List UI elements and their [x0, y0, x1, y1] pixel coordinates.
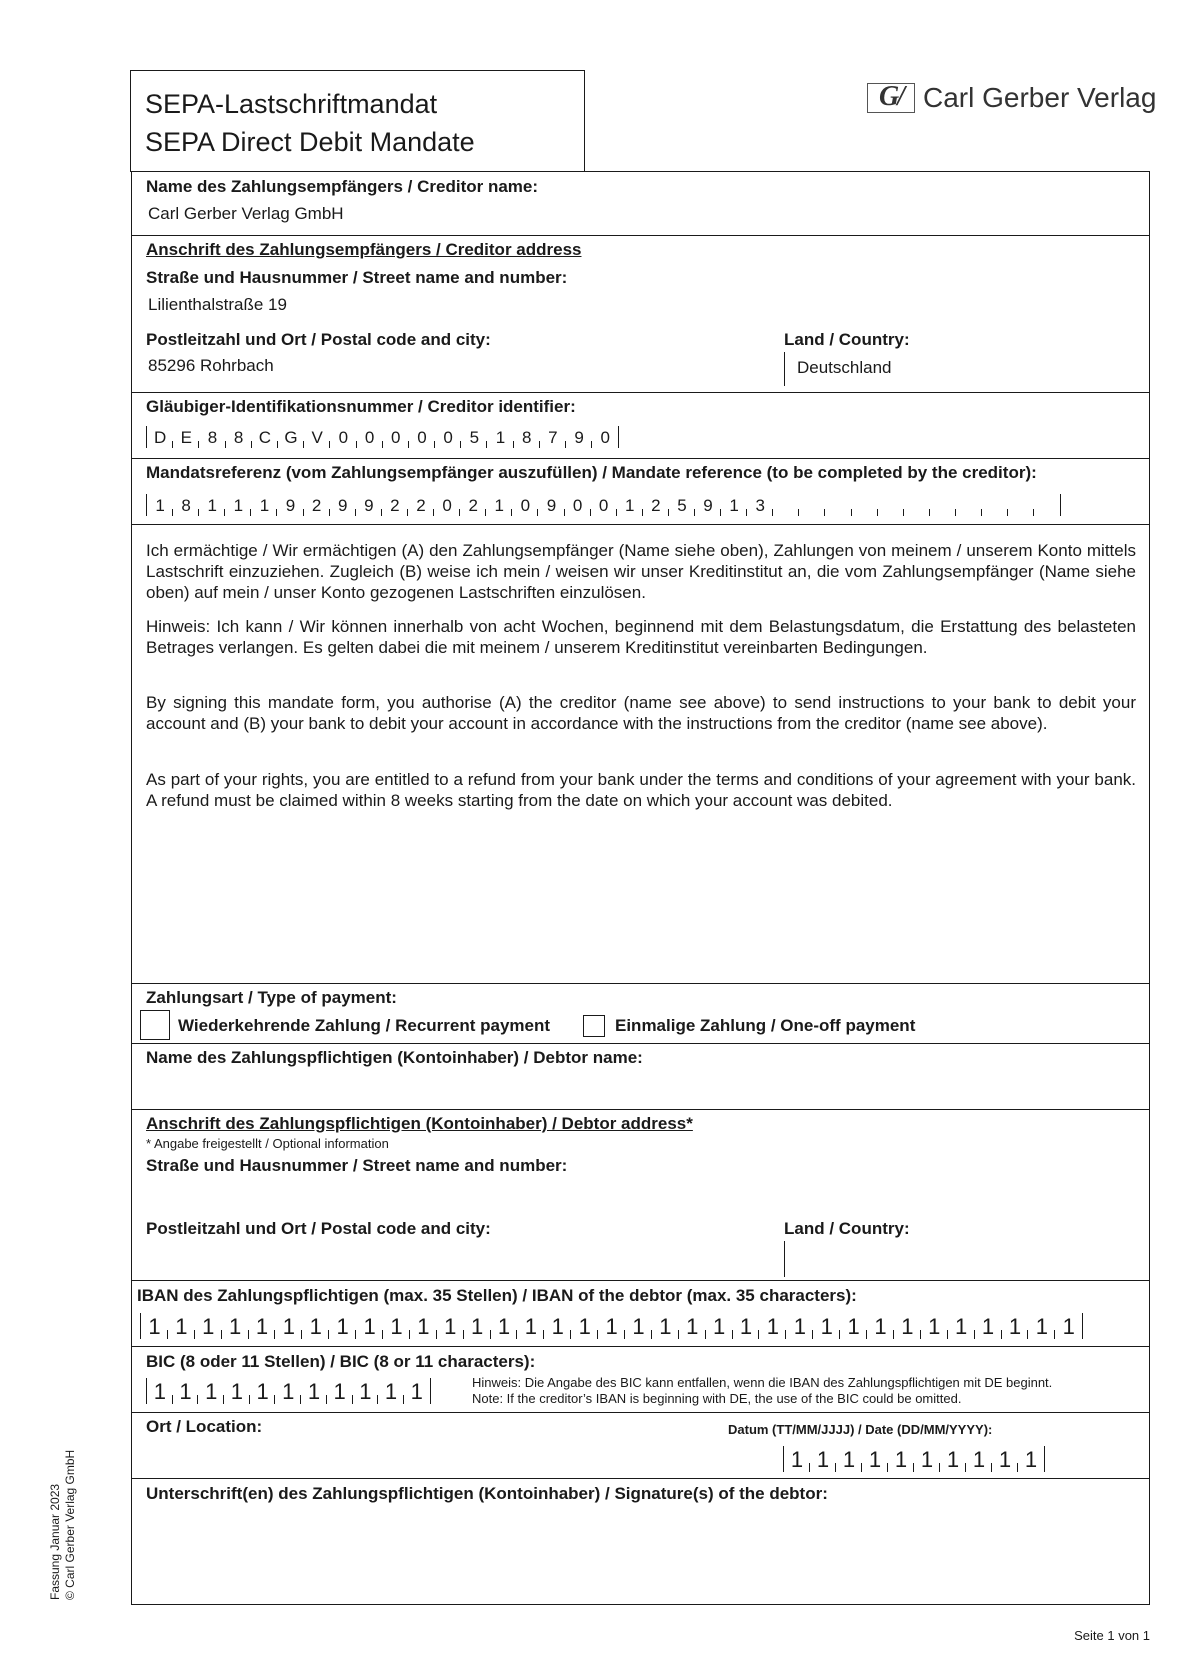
iban-cell: 1	[195, 1313, 222, 1339]
recurrent-payment-checkbox[interactable]	[140, 1010, 170, 1040]
mandate-reference-label: Mandatsreferenz (vom Zahlungsempfänger auszufüllen) / Mandate reference (to be completed by the creditor):	[146, 463, 1037, 482]
version-text: Fassung Januar 2023	[48, 1483, 62, 1600]
bic-cell: 1	[378, 1378, 404, 1404]
location-field[interactable]	[146, 1442, 706, 1476]
date-cell: 1	[836, 1446, 862, 1472]
mandate-cell	[825, 494, 851, 516]
debtor-street-label: Straße und Hausnummer / Street name and number:	[146, 1156, 568, 1175]
date-cell: 1	[966, 1446, 992, 1472]
identifier-cell: E	[173, 426, 199, 448]
iban-cell: 1	[867, 1313, 894, 1339]
authorisation-text-de: Ich ermächtige / Wir ermächtigen (A) den Zahlungsempfänger (Name siehe oben), Zahlungen von meinem / unserem Konto mittels Lastschrift einzuziehen. Zugleich (B) weise ich mein / weisen wir unser Kreditinstitut an, die vom Zahlungsempfänger (Name siehe oben) auf mein / unser Konto gezogenen Lastschriften einzulösen.	[146, 541, 1136, 602]
mandate-cell: 0	[512, 494, 538, 516]
bic-cell: 1	[410, 1379, 423, 1404]
iban-cell: 1	[302, 1313, 329, 1339]
identifier-cell: 7	[540, 426, 566, 448]
mandate-cell	[930, 494, 956, 516]
iban-cell: 1	[571, 1313, 598, 1339]
iban-cell: 1	[652, 1313, 679, 1339]
debtor-country-field[interactable]	[792, 1244, 1132, 1272]
mandate-cell: 2	[643, 494, 669, 516]
country-field-bar	[784, 1241, 785, 1277]
date-cell: 1	[784, 1446, 810, 1472]
identifier-cell: 1	[487, 426, 513, 448]
identifier-cell: G	[278, 426, 304, 448]
date-cell: 1	[940, 1446, 966, 1472]
oneoff-payment-label: Einmalige Zahlung / One-off payment	[615, 1016, 916, 1035]
date-cell: 1	[914, 1446, 940, 1472]
divider	[132, 1043, 1149, 1044]
copyright-text: © Carl Gerber Verlag GmbH	[63, 1449, 77, 1600]
refund-note-de: Hinweis: Ich kann / Wir können innerhalb von acht Wochen, beginnend mit dem Belastungsdatum, die Erstattung des belasteten Betrages verlangen. Es gelten dabei die mit meinem / unserem Kreditinstitut vereinbarten Bedingungen.	[146, 617, 1136, 657]
mandate-cell	[982, 494, 1008, 516]
mandate-end	[1060, 494, 1061, 516]
recurrent-payment-label: Wiederkehrende Zahlung / Recurrent payment	[178, 1016, 551, 1035]
divider	[132, 1412, 1149, 1413]
iban-end	[1082, 1313, 1083, 1339]
iban-cell: 1	[544, 1313, 571, 1339]
bic-note-de: Hinweis: Die Angabe des BIC kann entfallen, wenn die IBAN des Zahlungspflichtigen mit DE beginnt.	[472, 1375, 1053, 1390]
debtor-postal-label: Postleitzahl und Ort / Postal code and city:	[146, 1219, 491, 1238]
publisher-logo	[867, 80, 1156, 116]
mandate-cell: 1	[199, 494, 225, 516]
iban-cell: 1	[275, 1313, 302, 1339]
mandate-cell	[1008, 494, 1034, 516]
debtor-postal-field[interactable]	[146, 1244, 766, 1272]
iban-cell: 1	[517, 1313, 544, 1339]
identifier-cell: D	[147, 426, 173, 448]
iban-cell: 1	[786, 1313, 813, 1339]
bic-note-en: Note: If the creditor’s IBAN is beginning with DE, the use of the BIC could be omitted.	[472, 1391, 962, 1406]
bic-cell: 1	[198, 1378, 224, 1404]
mandate-cell: 1	[617, 494, 643, 516]
location-label: Ort / Location:	[146, 1417, 263, 1436]
mandate-cell: 3	[747, 494, 773, 516]
iban-cell: 1	[840, 1313, 867, 1339]
bic-cell: 1	[147, 1378, 173, 1404]
mandate-cell: 1	[147, 494, 173, 516]
identifier-cell: 9	[566, 426, 592, 448]
iban-cell: 1	[679, 1313, 706, 1339]
date-cell: 1	[1024, 1447, 1038, 1472]
debtor-address-heading: Anschrift des Zahlungspflichtigen (Kontoinhaber) / Debtor address*	[146, 1114, 693, 1133]
creditor-postal-label: Postleitzahl und Ort / Postal code and city:	[146, 330, 491, 349]
iban-cell: 1	[1062, 1314, 1075, 1339]
mandate-cell: 9	[277, 494, 303, 516]
title-de: SEPA-Lastschriftmandat	[145, 89, 438, 119]
identifier-cell: 5	[461, 426, 487, 448]
bic-cell: 1	[275, 1378, 301, 1404]
mandate-cell: 1	[251, 494, 277, 516]
identifier-cell: 0	[435, 426, 461, 448]
iban-cell: 1	[168, 1313, 195, 1339]
creditor-address-heading: Anschrift des Zahlungsempfängers / Creditor address	[146, 240, 582, 259]
refund-note-en: As part of your rights, you are entitled to a refund from your bank under the terms and conditions of your agreement with your bank. A refund must be claimed within 8 weeks starting from the date on which your account was debited.	[146, 770, 1136, 810]
iban-cell: 1	[1002, 1313, 1029, 1339]
mandate-cell: 0	[434, 494, 460, 516]
date-cell: 1	[810, 1446, 836, 1472]
debtor-country-label: Land / Country:	[784, 1219, 910, 1238]
mandate-form	[131, 171, 1150, 1605]
debtor-street-field[interactable]	[146, 1180, 1136, 1208]
divider	[132, 524, 1149, 525]
iban-cell: 1	[249, 1313, 276, 1339]
mandate-cell	[799, 494, 825, 516]
iban-cell: 1	[759, 1313, 786, 1339]
country-field-bar	[784, 352, 785, 386]
mandate-cell: 2	[460, 494, 486, 516]
creditor-name: Carl Gerber Verlag GmbH	[148, 204, 344, 223]
bic-cell: 1	[173, 1378, 199, 1404]
identifier-cell: 8	[514, 426, 540, 448]
creditor-name-label: Name des Zahlungsempfängers / Creditor name:	[146, 177, 539, 196]
logo-mark: G/	[867, 83, 915, 113]
date-cell: 1	[888, 1446, 914, 1472]
date-cell: 1	[862, 1446, 888, 1472]
bic-cell: 1	[353, 1378, 379, 1404]
identifier-cell: 0	[383, 426, 409, 448]
divider	[132, 392, 1149, 393]
divider	[132, 1109, 1149, 1110]
mandate-cell: 0	[591, 494, 617, 516]
iban-cell: 1	[948, 1313, 975, 1339]
debtor-name-field[interactable]	[146, 1074, 1136, 1104]
creditor-country: Deutschland	[797, 358, 892, 377]
creditor-identifier-label: Gläubiger-Identifikationsnummer / Creditor identifier:	[146, 397, 576, 416]
identifier-cell: 8	[226, 426, 252, 448]
iban-cell: 1	[437, 1313, 464, 1339]
mandate-cell: 9	[538, 494, 564, 516]
optional-note: * Angabe freigestellt / Optional information	[146, 1136, 389, 1151]
iban-cell: 1	[491, 1313, 518, 1339]
iban-cell: 1	[356, 1313, 383, 1339]
mandate-cell	[956, 494, 982, 516]
version-note	[48, 1450, 78, 1600]
identifier-cell: 0	[330, 426, 356, 448]
bic-cell: 1	[301, 1378, 327, 1404]
signature-label: Unterschrift(en) des Zahlungspflichtigen (Kontoinhaber) / Signature(s) of the debtor:	[146, 1484, 828, 1503]
iban-cell: 1	[383, 1313, 410, 1339]
iban-cell: 1	[813, 1313, 840, 1339]
iban-cell: 1	[625, 1313, 652, 1339]
authorisation-text-en: By signing this mandate form, you authorise (A) the creditor (name see above) to send instructions to your bank to debit your account and (B) your bank to debit your account in accordance with the instructions from the creditor (name see above).	[146, 693, 1136, 733]
mandate-cell	[878, 494, 904, 516]
bic-end	[430, 1378, 431, 1404]
iban-cell: 1	[141, 1313, 168, 1339]
mandate-cell	[773, 494, 799, 516]
title-en: SEPA Direct Debit Mandate	[145, 127, 475, 157]
mandate-cell	[852, 494, 878, 516]
oneoff-payment-checkbox[interactable]	[583, 1015, 605, 1037]
iban-cell: 1	[598, 1313, 625, 1339]
iban-cell: 1	[706, 1313, 733, 1339]
identifier-cell: 0	[357, 426, 383, 448]
bic-cell: 1	[250, 1378, 276, 1404]
identifier-cell: C	[252, 426, 278, 448]
signature-field[interactable]	[146, 1512, 1136, 1597]
bic-cell: 1	[224, 1378, 250, 1404]
divider	[132, 1280, 1149, 1281]
identifier-cell: 8	[199, 426, 225, 448]
creditor-identifier-comb	[146, 426, 619, 448]
divider	[132, 983, 1149, 984]
mandate-cell: 2	[408, 494, 434, 516]
page-number: Seite 1 von 1	[1074, 1628, 1150, 1643]
divider	[132, 1478, 1149, 1479]
iban-cell: 1	[975, 1313, 1002, 1339]
date-label: Datum (TT/MM/JJJJ) / Date (DD/MM/YYYY):	[728, 1422, 993, 1437]
iban-cell: 1	[894, 1313, 921, 1339]
iban-label: IBAN des Zahlungspflichtigen (max. 35 Stellen) / IBAN of the debtor (max. 35 characters):	[137, 1286, 857, 1305]
creditor-street: Lilienthalstraße 19	[148, 295, 287, 314]
bic-label: BIC (8 oder 11 Stellen) / BIC (8 or 11 characters):	[146, 1352, 536, 1371]
bic-cell: 1	[327, 1378, 353, 1404]
mandate-cell: 2	[304, 494, 330, 516]
mandate-cell	[904, 494, 930, 516]
divider	[132, 1346, 1149, 1347]
iban-cell: 1	[1028, 1313, 1055, 1339]
mandate-cell: 0	[565, 494, 591, 516]
identifier-cell: 0	[600, 428, 611, 447]
mandate-cell: 9	[330, 494, 356, 516]
mandate-cell	[1034, 494, 1060, 516]
iban-cell: 1	[464, 1313, 491, 1339]
mandate-cell: 1	[486, 494, 512, 516]
date-end	[1044, 1446, 1045, 1472]
divider	[132, 458, 1149, 459]
mandate-cell: 1	[225, 494, 251, 516]
iban-cell: 1	[733, 1313, 760, 1339]
debtor-name-label: Name des Zahlungspflichtigen (Kontoinhaber) / Debtor name:	[146, 1048, 643, 1067]
mandate-cell: 8	[173, 494, 199, 516]
bic-comb[interactable]	[146, 1378, 431, 1404]
creditor-postal: 85296 Rohrbach	[148, 356, 274, 375]
identifier-cell: 0	[409, 426, 435, 448]
mandate-cell: 9	[695, 494, 721, 516]
mandate-cell: 2	[382, 494, 408, 516]
mandate-cell: 9	[356, 494, 382, 516]
creditor-street-label: Straße und Hausnummer / Street name and number:	[146, 268, 568, 287]
mandate-cell: 5	[669, 494, 695, 516]
mandate-cell: 1	[721, 494, 747, 516]
date-cell: 1	[992, 1446, 1018, 1472]
payment-type-label: Zahlungsart / Type of payment:	[146, 988, 397, 1007]
mandate-reference-comb	[146, 494, 1061, 516]
iban-cell: 1	[410, 1313, 437, 1339]
iban-cell: 1	[329, 1313, 356, 1339]
iban-cell: 1	[222, 1313, 249, 1339]
creditor-country-label: Land / Country:	[784, 330, 910, 349]
date-comb[interactable]	[783, 1446, 1045, 1472]
title-box	[130, 70, 585, 172]
iban-comb[interactable]	[140, 1313, 1083, 1339]
identifier-cell: V	[304, 426, 330, 448]
iban-cell: 1	[921, 1313, 948, 1339]
divider	[132, 235, 1149, 236]
logo-name: Carl Gerber Verlag	[923, 82, 1157, 113]
identifier-end	[618, 426, 619, 448]
